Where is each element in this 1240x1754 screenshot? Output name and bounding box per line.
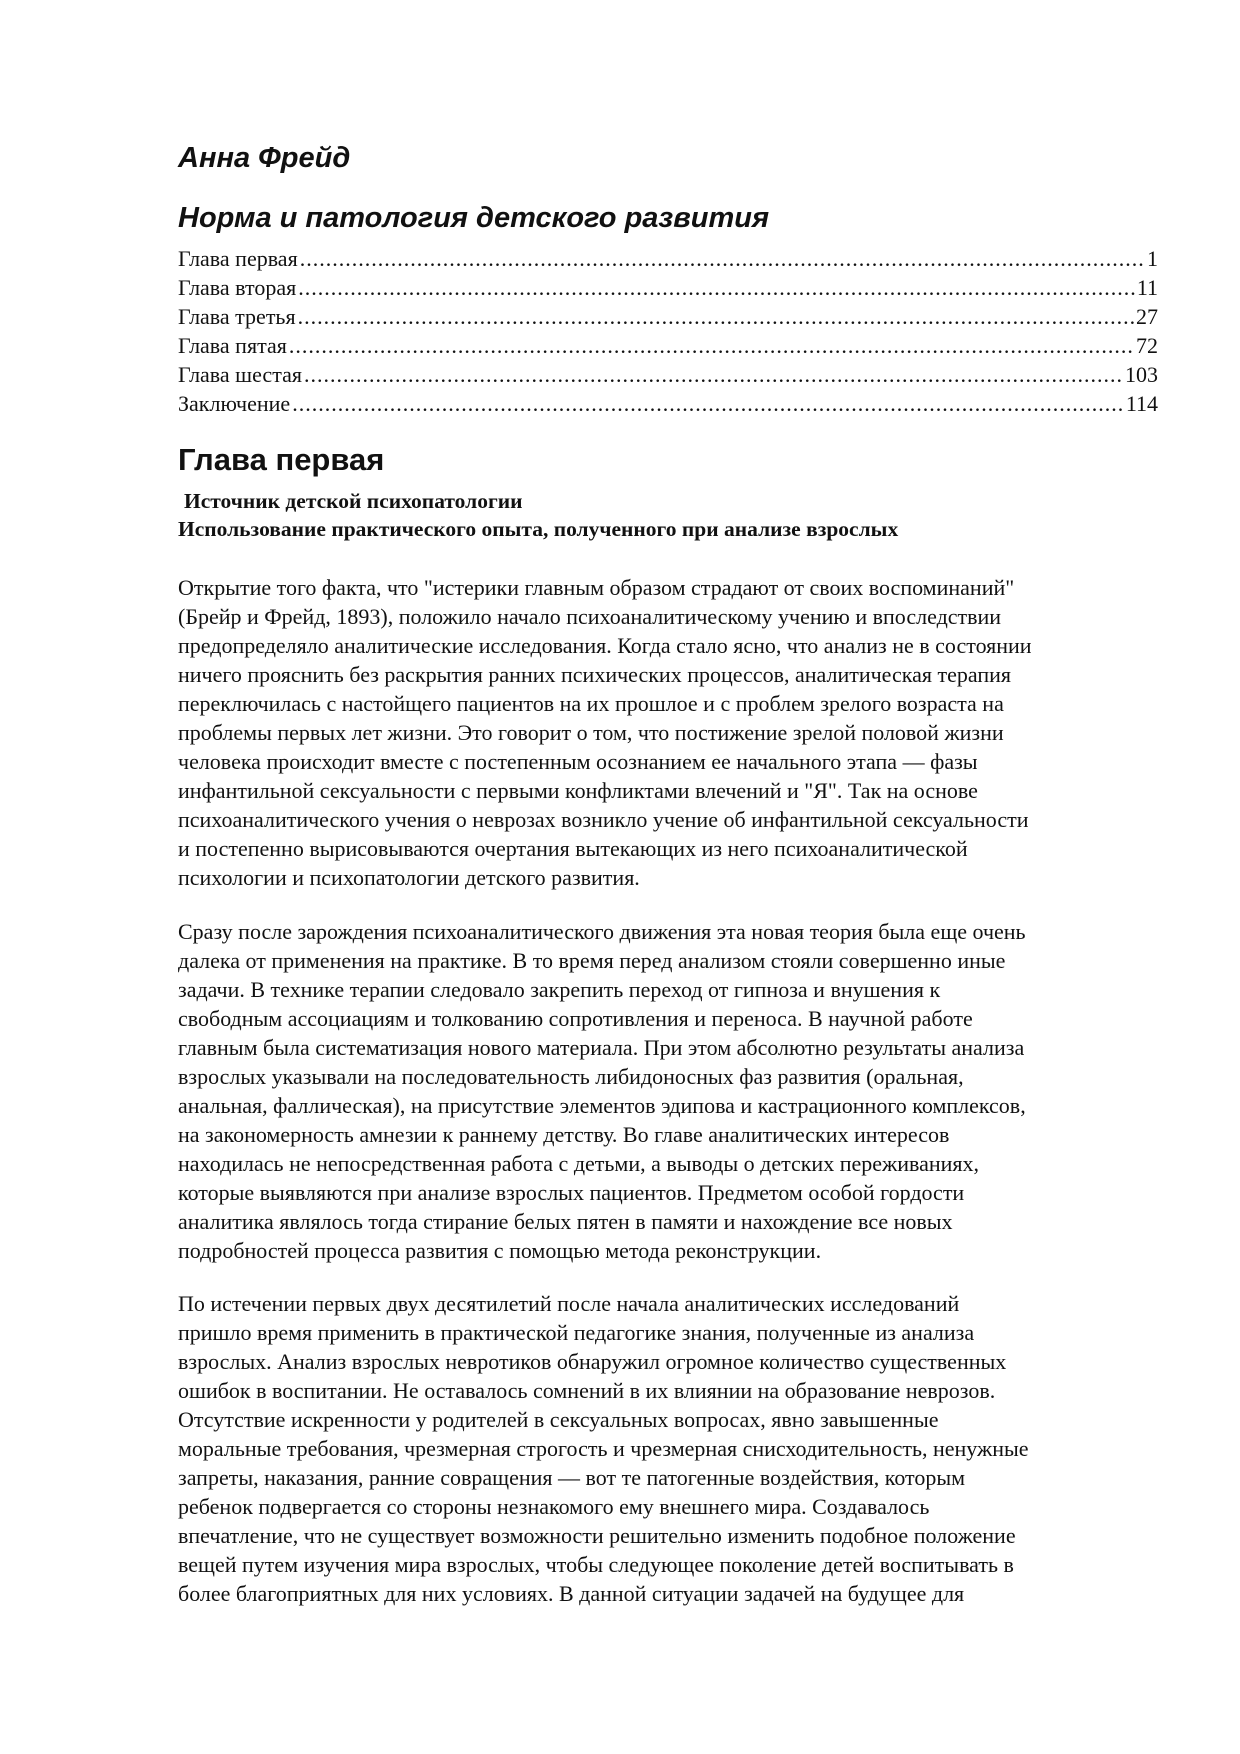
toc-entry[interactable] bbox=[178, 302, 1158, 331]
text-line: аналитика являлось тогда стирание белых пятен в памяти и нахождение все новых bbox=[178, 1209, 953, 1234]
author-name: Анна Фрейд bbox=[178, 142, 351, 174]
toc-entry-page: 72 bbox=[1136, 333, 1158, 358]
text-line: далека от применения на практике. В то время перед анализом стояли совершенно иные bbox=[178, 948, 1006, 973]
text-line: более благоприятных для них условиях. В данной ситуации задачей на будущее для bbox=[178, 1581, 965, 1606]
text-line: человека происходит вместе с постепенным осознанием ее начального этапа — фазы bbox=[178, 749, 978, 774]
book-title: Норма и патология детского развития bbox=[178, 202, 770, 234]
text-line: инфантильной сексуальности с первыми конфликтами влечений и "Я". Так на основе bbox=[178, 778, 978, 803]
toc-entry-page: 27 bbox=[1136, 304, 1158, 329]
text-line: Открытие того факта, что "истерики главным образом страдают от своих воспоминаний" bbox=[178, 575, 1015, 600]
toc-leader-dots bbox=[292, 389, 1124, 418]
text-line: которые выявляются при анализе взрослых пациентов. Предметом особой гордости bbox=[178, 1180, 965, 1205]
text-line: По истечении первых двух десятилетий после начала аналитических исследований bbox=[178, 1291, 960, 1316]
toc-leader-dots bbox=[300, 244, 1145, 273]
toc-entry-page: 103 bbox=[1125, 362, 1158, 387]
toc-entry[interactable] bbox=[178, 273, 1158, 302]
text-line: (Брейр и Фрейд, 1893), положило начало психоаналитическому учению и впоследствии bbox=[178, 604, 1002, 629]
text-line: главным была систематизация нового материала. При этом абсолютно результаты анализа bbox=[178, 1035, 1025, 1060]
text-line: моральные требования, чрезмерная строгость и чрезмерная снисходительность, ненужные bbox=[178, 1436, 1029, 1461]
body-paragraph bbox=[178, 573, 1158, 892]
text-line: взрослых указывали на последовательность либидоносных фаз развития (оральная, bbox=[178, 1064, 964, 1089]
toc-leader-dots bbox=[298, 273, 1135, 302]
text-line: запреты, наказания, ранние совращения — вот те патогенные воздействия, которым bbox=[178, 1465, 966, 1490]
text-line: вещей путем изучения мира взрослых, чтобы следующее поколение детей воспитывать в bbox=[178, 1552, 1014, 1577]
toc-entry-title: Глава первая bbox=[178, 246, 298, 271]
text-line: подробностей процесса развития с помощью метода реконструкции. bbox=[178, 1238, 822, 1263]
text-line: психоаналитического учения о неврозах возникло учение об инфантильной сексуальности bbox=[178, 807, 1029, 832]
text-line: свободным ассоциациям и толкованию сопротивления и переноса. В научной работе bbox=[178, 1006, 973, 1031]
body-paragraph bbox=[178, 1289, 1158, 1608]
table-of-contents bbox=[178, 244, 1158, 418]
chapter-subtitle: Источник детской психопатологии bbox=[184, 489, 523, 513]
chapter-section-title: Использование практического опыта, полученного при анализе взрослых bbox=[178, 517, 899, 541]
text-line: Отсутствие искренности у родителей в сексуальных вопросах, явно завышенные bbox=[178, 1407, 939, 1432]
toc-entry[interactable] bbox=[178, 389, 1158, 418]
text-line: психологии и психопатологии детского развития. bbox=[178, 865, 640, 890]
text-line: и постепенно вырисовываются очертания вытекающих из него психоаналитической bbox=[178, 836, 968, 861]
text-line: на закономерность амнезии к раннему детству. Во главе аналитических интересов bbox=[178, 1122, 950, 1147]
toc-leader-dots bbox=[304, 360, 1123, 389]
toc-entry-title: Глава третья bbox=[178, 304, 296, 329]
text-line: взрослых. Анализ взрослых невротиков обнаружил огромное количество существенных bbox=[178, 1349, 1007, 1374]
toc-entry[interactable] bbox=[178, 360, 1158, 389]
toc-entry-title: Глава шестая bbox=[178, 362, 302, 387]
text-line: предопределяло аналитические исследования. Когда стало ясно, что анализ не в состоянии bbox=[178, 633, 1032, 658]
toc-leader-dots bbox=[289, 331, 1134, 360]
toc-entry-page: 1 bbox=[1147, 246, 1158, 271]
text-line: впечатление, что не существует возможности решительно изменить подобное положение bbox=[178, 1523, 1016, 1548]
text-line: находилась не непосредственная работа с детьми, а выводы о детских переживаниях, bbox=[178, 1151, 980, 1176]
chapter-heading: Глава первая bbox=[178, 442, 385, 477]
text-line: ошибок в воспитании. Не оставалось сомнений в их влиянии на образование неврозов. bbox=[178, 1378, 996, 1403]
text-line: ребенок подвергается со стороны незнакомого ему внешнего мира. Создавалось bbox=[178, 1494, 930, 1519]
toc-entry[interactable] bbox=[178, 244, 1158, 273]
text-line: ничего прояснить без раскрытия ранних психических процессов, аналитическая терапия bbox=[178, 662, 1012, 687]
text-line: Сразу после зарождения психоаналитического движения эта новая теория была еще очень bbox=[178, 919, 1026, 944]
text-line: пришло время применить в практической педагогике знания, полученные из анализа bbox=[178, 1320, 975, 1345]
toc-entry-title: Глава пятая bbox=[178, 333, 287, 358]
text-line: анальная, фаллическая), на присутствие элементов эдипова и кастрационного комплексов, bbox=[178, 1093, 1026, 1118]
text-line: переключилась с настойщего пациентов на их прошлое и с проблем зрелого возраста на bbox=[178, 691, 1004, 716]
body-paragraph bbox=[178, 917, 1158, 1265]
text-line: проблемы первых лет жизни. Это говорит о том, что постижение зрелой половой жизни bbox=[178, 720, 1004, 745]
toc-leader-dots bbox=[298, 302, 1134, 331]
toc-entry-page: 11 bbox=[1136, 275, 1158, 300]
text-line: задачи. В технике терапии следовало закрепить переход от гипноза и внушения к bbox=[178, 977, 941, 1002]
toc-entry[interactable] bbox=[178, 331, 1158, 360]
toc-entry-title: Глава вторая bbox=[178, 275, 297, 300]
toc-entry-title: Заключение bbox=[178, 391, 291, 416]
toc-entry-page: 114 bbox=[1125, 391, 1158, 416]
